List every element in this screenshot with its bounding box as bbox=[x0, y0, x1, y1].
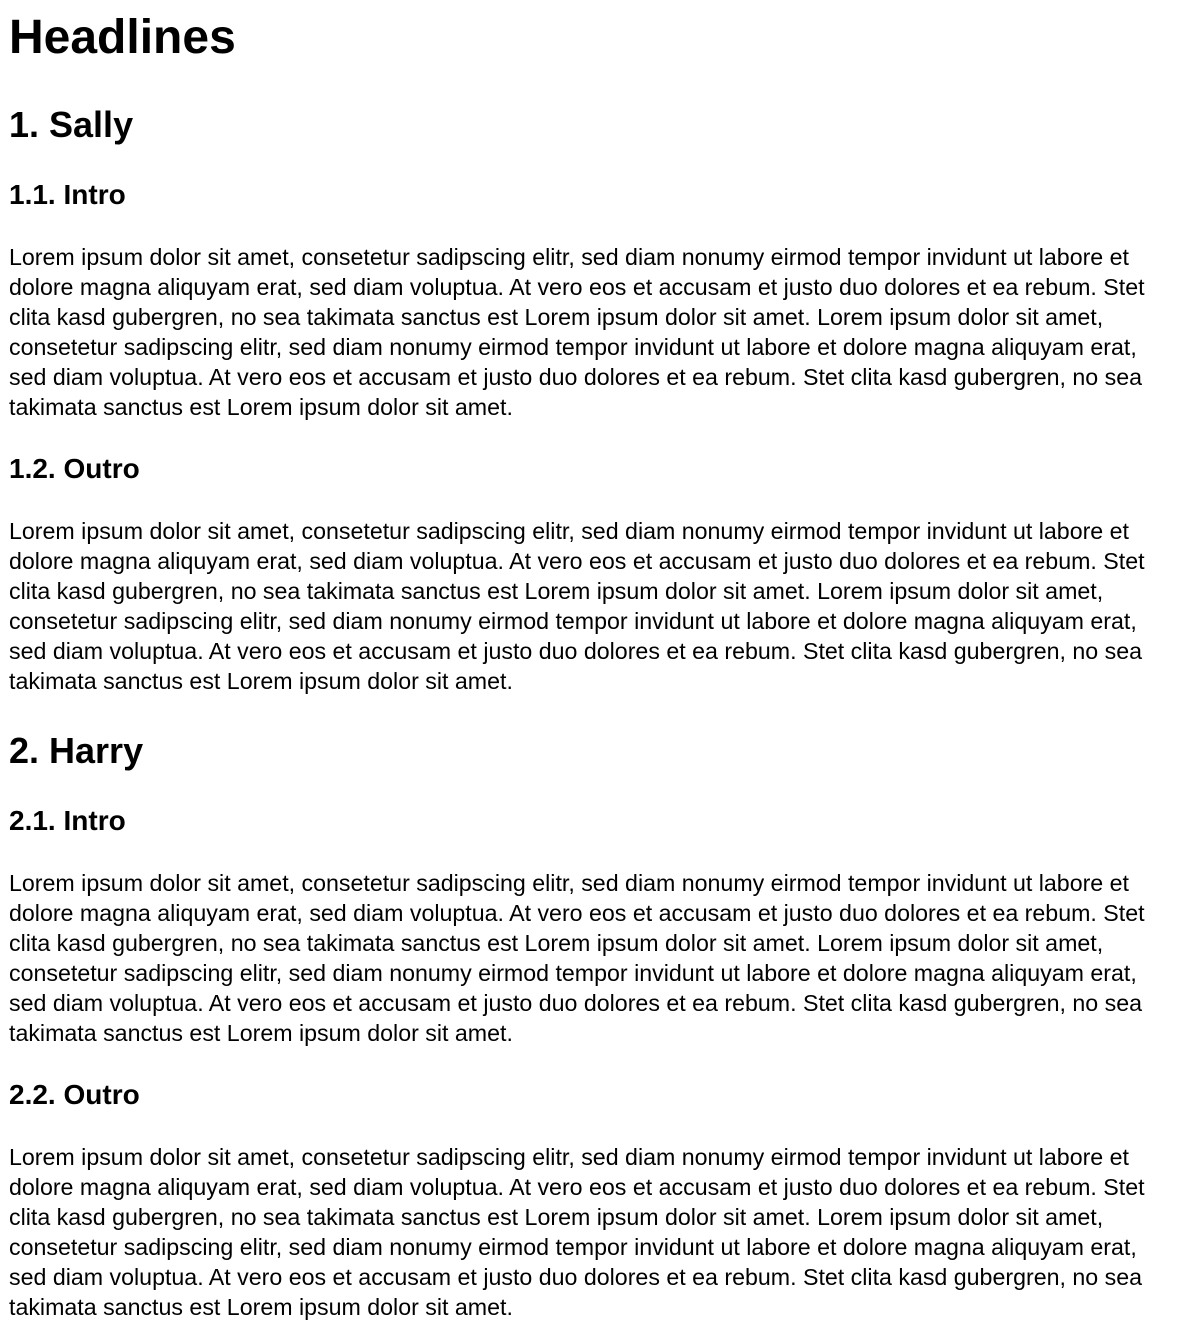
paragraph-harry-intro: Lorem ipsum dolor sit amet, consetetur sadipscing elitr, sed diam nonumy eirmod tempor invidunt ut labore et dolore magna aliquyam erat, sed diam voluptua. At vero eos et accusam et justo duo dolores et ea rebum. Stet clita kasd gubergren, no sea takimata sanctus est Lorem ipsum dolor sit amet. Lorem ipsum dolor sit amet, consetetur sadipscing elitr, sed diam nonumy eirmod tempor invidunt ut labore et dolore magna aliquyam erat, sed diam voluptua. At vero eos et accusam et justo duo dolores et ea rebum. Stet clita kasd gubergren, no sea takimata sanctus est Lorem ipsum dolor sit amet. bbox=[9, 870, 1145, 1046]
subsection-heading-harry-intro: 2.1. Intro bbox=[9, 805, 126, 836]
page-title: Headlines bbox=[9, 11, 236, 64]
section-heading-sally: 1. Sally bbox=[9, 104, 134, 145]
subsection-heading-harry-outro: 2.2. Outro bbox=[9, 1079, 140, 1110]
paragraph-sally-outro: Lorem ipsum dolor sit amet, consetetur sadipscing elitr, sed diam nonumy eirmod tempor invidunt ut labore et dolore magna aliquyam erat, sed diam voluptua. At vero eos et accusam et justo duo dolores et ea rebum. Stet clita kasd gubergren, no sea takimata sanctus est Lorem ipsum dolor sit amet. Lorem ipsum dolor sit amet, consetetur sadipscing elitr, sed diam nonumy eirmod tempor invidunt ut labore et dolore magna aliquyam erat, sed diam voluptua. At vero eos et accusam et justo duo dolores et ea rebum. Stet clita kasd gubergren, no sea takimata sanctus est Lorem ipsum dolor sit amet. bbox=[9, 518, 1145, 694]
paragraph-sally-intro: Lorem ipsum dolor sit amet, consetetur sadipscing elitr, sed diam nonumy eirmod tempor invidunt ut labore et dolore magna aliquyam erat, sed diam voluptua. At vero eos et accusam et justo duo dolores et ea rebum. Stet clita kasd gubergren, no sea takimata sanctus est Lorem ipsum dolor sit amet. Lorem ipsum dolor sit amet, consetetur sadipscing elitr, sed diam nonumy eirmod tempor invidunt ut labore et dolore magna aliquyam erat, sed diam voluptua. At vero eos et accusam et justo duo dolores et ea rebum. Stet clita kasd gubergren, no sea takimata sanctus est Lorem ipsum dolor sit amet. bbox=[9, 244, 1145, 420]
subsection-heading-sally-intro: 1.1. Intro bbox=[9, 179, 126, 210]
paragraph-harry-outro: Lorem ipsum dolor sit amet, consetetur sadipscing elitr, sed diam nonumy eirmod tempor invidunt ut labore et dolore magna aliquyam erat, sed diam voluptua. At vero eos et accusam et justo duo dolores et ea rebum. Stet clita kasd gubergren, no sea takimata sanctus est Lorem ipsum dolor sit amet. Lorem ipsum dolor sit amet, consetetur sadipscing elitr, sed diam nonumy eirmod tempor invidunt ut labore et dolore magna aliquyam erat, sed diam voluptua. At vero eos et accusam et justo duo dolores et ea rebum. Stet clita kasd gubergren, no sea takimata sanctus est Lorem ipsum dolor sit amet. bbox=[9, 1144, 1145, 1320]
subsection-heading-sally-outro: 1.2. Outro bbox=[9, 453, 140, 484]
section-heading-harry: 2. Harry bbox=[9, 730, 144, 771]
